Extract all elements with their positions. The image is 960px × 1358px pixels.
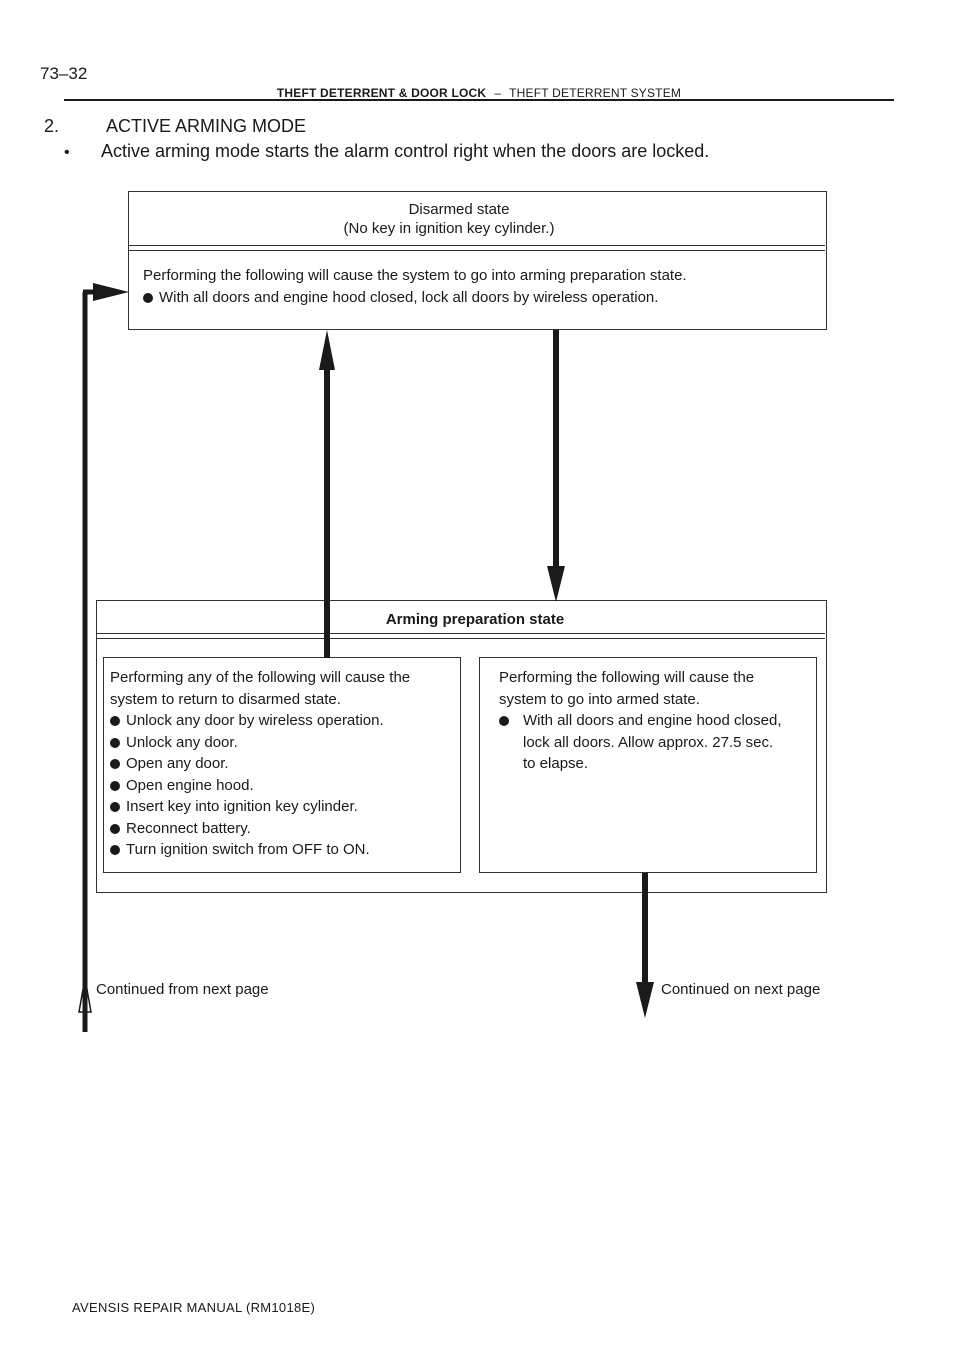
return-item-text: Reconnect battery. xyxy=(126,820,251,837)
intro-text: Active arming mode starts the alarm control right when the doors are locked. xyxy=(101,141,710,161)
return-item-text: Unlock any door by wireless operation. xyxy=(126,712,384,729)
footer: AVENSIS REPAIR MANUAL (RM1018E) xyxy=(72,1300,316,1315)
continued-from-label: Continued from next page xyxy=(96,981,269,998)
header-chapter: THEFT DETERRENT & DOOR LOCK xyxy=(276,86,487,100)
arrow-to-arming-prep xyxy=(547,330,565,602)
armed-item-line-3: to elapse. xyxy=(523,755,589,772)
arrow-continued-from xyxy=(79,283,129,1032)
disarmed-item-text: With all doors and engine hood closed, lock all doors by wireless operation. xyxy=(159,289,659,306)
arming-prep-title: Arming preparation state xyxy=(385,611,565,628)
page-number: 73–32 xyxy=(40,64,88,83)
continued-on-label: Continued on next page xyxy=(661,981,821,998)
return-lead-line-2: system to return to disarmed state. xyxy=(110,691,341,708)
arrow-continued-on xyxy=(636,873,654,1018)
armed-lead-line-1: Performing the following will cause the xyxy=(499,669,755,686)
return-item-text: Unlock any door. xyxy=(126,734,238,751)
disarmed-subtitle: (No key in ignition key cylinder.) xyxy=(343,220,555,237)
return-item-text: Open engine hood. xyxy=(126,777,254,794)
header-separator: – xyxy=(494,86,502,100)
section-title: ACTIVE ARMING MODE xyxy=(106,116,307,136)
return-item-text: Insert key into ignition key cylinder. xyxy=(126,798,358,815)
armed-item-line-2: lock all doors. Allow approx. 27.5 sec. xyxy=(523,734,774,751)
armed-lead-line-2: system to go into armed state. xyxy=(499,691,700,708)
section-number: 2. xyxy=(44,116,60,136)
return-item-text: Turn ignition switch from OFF to ON. xyxy=(126,841,370,858)
arrow-to-disarmed xyxy=(319,330,335,658)
return-item-text: Open any door. xyxy=(126,755,229,772)
bullet-dot: • xyxy=(64,144,70,161)
armed-item-line-1: With all doors and engine hood closed, xyxy=(523,712,782,729)
disarmed-lead: Performing the following will cause the system to go into arming preparation state. xyxy=(143,267,687,284)
return-lead-line-1: Performing any of the following will cause the xyxy=(110,669,411,686)
disarmed-title: Disarmed state xyxy=(408,201,510,218)
header-section: THEFT DETERRENT SYSTEM xyxy=(509,86,682,100)
